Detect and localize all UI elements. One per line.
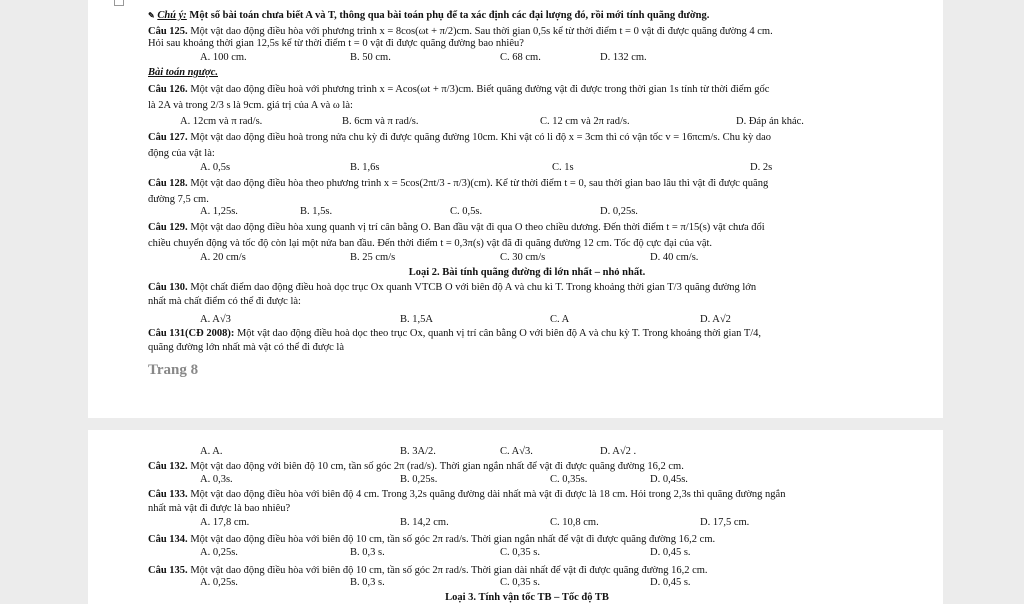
q135-option-a[interactable]: A. 0,25s. [200,577,238,588]
q129-line1: Câu 129. Một vật dao động điều hòa xung quanh vị trí cân bằng O. Ban đầu vật đi qua O theo chiều dương. Đến thời điểm t = π/15(s) vật chưa đổi [148,222,765,233]
type2-heading: Loại 2. Bài tính quãng đường đi lớn nhất – nhỏ nhất. [408,267,646,278]
q133-option-a[interactable]: A. 17,8 cm. [200,517,250,528]
q125-option-b[interactable]: B. 50 cm. [350,52,391,63]
q133-option-b[interactable]: B. 14,2 cm. [400,517,449,528]
page-corner-mark [114,0,124,6]
q132-option-d[interactable]: D. 0,45s. [650,474,688,485]
q131-option-d[interactable]: D. A√2 . [600,446,637,457]
type3-heading: Loại 3. Tính vận tốc TB – Tốc độ TB [445,592,609,603]
q132-line1: Câu 132. Một vật dao động với biên độ 10 cm, tần số góc 2π (rad/s). Thời gian ngắn nhất để vật đi được quãng đường 16,2 cm. [148,461,684,472]
note-label: Chú ý: [157,10,187,21]
q126-option-a[interactable]: A. 12cm và π rad/s. [180,116,263,127]
q129-option-a[interactable]: A. 20 cm/s [200,252,246,263]
q130-line1: Câu 130. Một chất điểm dao động điều hoà dọc trục Ox quanh VTCB O với biên độ A và chu kì T. Trong khoảng thời gian T/3 quãng đường lớn [148,282,757,293]
q134-option-c[interactable]: C. 0,35 s. [500,547,540,558]
q128-option-c[interactable]: C. 0,5s. [450,206,483,217]
q135-option-d[interactable]: D. 0,45 s. [650,577,691,588]
q133-option-d[interactable]: D. 17,5 cm. [700,517,750,528]
q126-option-d[interactable]: D. Đáp án khác. [736,116,804,127]
note-text: Một số bài toán chưa biết A và T, thông qua bài toán phụ để ta xác định các đại lượng đó, rồi mới tính quãng đường. [186,10,710,21]
page-number: Trang 8 [148,362,199,378]
q126-option-c[interactable]: C. 12 cm và 2π rad/s. [540,116,630,127]
q132-label: Câu 132. [148,461,188,472]
q131-label: Câu 131(CĐ 2008): [148,328,235,339]
q130-option-b[interactable]: B. 1,5A [400,314,433,325]
q134-option-b[interactable]: B. 0,3 s. [350,547,385,558]
q125-option-c[interactable]: C. 68 cm. [500,52,541,63]
q128-label: Câu 128. [148,178,188,189]
q134-option-d[interactable]: D. 0,45 s. [650,547,691,558]
q133-label: Câu 133. [148,489,188,500]
q125-label: Câu 125. [148,26,188,37]
q132-option-b[interactable]: B. 0,25s. [400,474,438,485]
q126-line1: Câu 126. Một vật dao động điều hoà với phương trình x = Acos(ωt + π/3)cm. Biết quãng đường vật đi được trong thời gian 1s tính từ thời điểm gốc [148,84,770,95]
q135-option-c[interactable]: C. 0,35 s. [500,577,540,588]
q125-option-a[interactable]: A. 100 cm. [200,52,247,63]
q135-label: Câu 135. [148,565,188,576]
q129-option-b[interactable]: B. 25 cm/s [350,252,396,263]
q129-option-c[interactable]: C. 30 cm/s [500,252,546,263]
q134-line1: Câu 134. Một vật dao động điều hòa với biên độ 10 cm, tần số góc 2π rad/s. Thời gian ngắn nhất để vật đi được quãng đường 16,2 cm. [148,534,716,545]
q125-line2: Hỏi sau khoảng thời gian 12,5s kể từ thời điểm t = 0 vật đi được quãng đường bao nhiêu? [148,38,524,49]
q130-line2: nhất mà chất điểm có thể đi được là: [148,296,301,307]
q132-option-c[interactable]: C. 0,35s. [550,474,588,485]
q130-option-c[interactable]: C. A [550,314,570,325]
q134-label: Câu 134. [148,534,188,545]
q130-option-d[interactable]: D. A√2 [700,314,731,325]
q130-option-a[interactable]: A. A√3 [200,314,231,325]
q125-line1: Câu 125. Một vật dao động điều hòa với phương trình x = 8cos(ωt + π/2)cm. Sau thời gian 0,5s kể từ thời điểm t = 0 vật đi được quãng đường 4 cm. [148,26,773,37]
q126-label: Câu 126. [148,84,188,95]
q133-line1: Câu 133. Một vật dao động điều hòa với biên độ 4 cm. Trong 3,2s quãng đường dài nhất mà vật đi được là 18 cm. Hỏi trong 2,3s thì quãng đường ngắn [148,489,786,500]
q127-option-d[interactable]: D. 2s [750,162,773,173]
q128-line2: đường 7,5 cm. [148,194,209,205]
q131-line1: Câu 131(CĐ 2008): Một vật dao động điều hoà dọc theo trục Ox, quanh vị trí cân bằng O với biên độ A và chu kỳ T. Trong khoảng thời gian T/4, [148,328,762,339]
q127-option-a[interactable]: A. 0,5s [200,162,231,173]
q127-label: Câu 127. [148,132,188,143]
q129-label: Câu 129. [148,222,188,233]
q132-option-a[interactable]: A. 0,3s. [200,474,233,485]
q128-option-d[interactable]: D. 0,25s. [600,206,638,217]
q126-line2: là 2A và trong 2/3 s là 9cm. giá trị của A và ω là: [148,100,353,111]
q128-option-a[interactable]: A. 1,25s. [200,206,238,217]
q134-option-a[interactable]: A. 0,25s. [200,547,238,558]
q131-option-a[interactable]: A. A. [200,446,223,457]
q128-option-b[interactable]: B. 1,5s. [300,206,333,217]
reverse-problem-heading: Bài toán ngược. [148,67,218,78]
q133-line2: nhất mà vật đi được là bao nhiêu? [148,503,291,514]
q131-line2: quãng đường lớn nhất mà vật có thể đi được là [148,342,344,353]
q129-option-d[interactable]: D. 40 cm/s. [650,252,699,263]
q135-line1: Câu 135. Một vật dao động điều hòa với biên độ 10 cm, tần số góc 2π rad/s. Thời gian dài nhất để vật đi được quãng đường 16,2 cm. [148,565,708,576]
q125-option-d[interactable]: D. 132 cm. [600,52,647,63]
q130-label: Câu 130. [148,282,188,293]
q126-option-b[interactable]: B. 6cm và π rad/s. [342,116,419,127]
q131-option-c[interactable]: C. A√3. [500,446,533,457]
q127-line1: Câu 127. Một vật dao động điều hoà trong nửa chu kỳ đi được quãng đường 10cm. Khi vật có li độ x = 3cm thì có vận tốc v = 16πcm/s. Chu kỳ dao [148,132,772,143]
q133-option-c[interactable]: C. 10,8 cm. [550,517,599,528]
q128-line1: Câu 128. Một vật dao động điều hòa theo phương trình x = 5cos(2πt/3 - π/3)(cm). Kể từ thời điểm t = 0, sau thời gian bao lâu thì vật đi được quãng [148,178,769,189]
q127-option-c[interactable]: C. 1s [552,162,574,173]
q131-option-b[interactable]: B. 3A/2. [400,446,436,457]
q129-line2: chiều chuyển động và tốc độ còn lại một nửa ban đầu. Đến thời điểm t = 0,3π(s) vật đã đi quãng đường 12 cm. Tốc độ cực đại của vật. [148,238,713,249]
q135-option-b[interactable]: B. 0,3 s. [350,577,385,588]
q127-line2: động của vật là: [148,148,215,159]
note-line: ✎ Chú ý: Một số bài toán chưa biết A và T, thông qua bài toán phụ để ta xác định các đại lượng đó, rồi mới tính quãng đường. [148,10,710,21]
q127-option-b[interactable]: B. 1,6s [350,162,380,173]
